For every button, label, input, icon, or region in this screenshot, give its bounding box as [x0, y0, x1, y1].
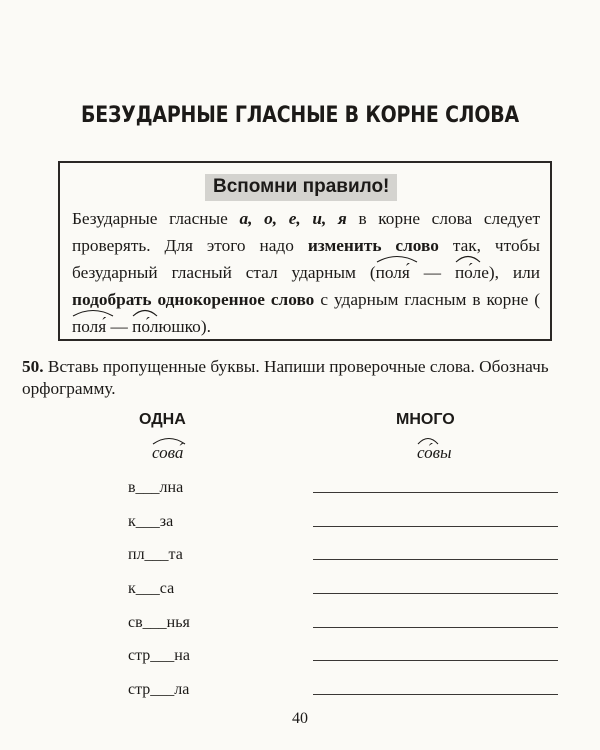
exercise-word: пл___та	[128, 546, 183, 563]
column-heading-many: МНОГО	[396, 411, 455, 428]
answer-line[interactable]	[313, 660, 558, 661]
task-number: 50.	[22, 357, 44, 376]
exercise-word: стр___на	[128, 647, 190, 664]
rule-text-part: так, чтобы безударный гласный стал ударным (	[72, 236, 540, 282]
rule-example-word	[72, 313, 106, 340]
rule-example-text: по́ле	[454, 263, 489, 282]
page-title: БЕЗУДАРНЫЕ ГЛАСНЫЕ В КОРНЕ СЛОВА	[81, 103, 519, 128]
rule-text	[72, 205, 540, 340]
exercise-word: стр___ла	[128, 681, 190, 698]
rule-bold-change-word: изменить слово	[307, 236, 439, 255]
task-instruction	[22, 356, 556, 400]
exercise-word: св___нья	[128, 614, 190, 631]
page-number: 40	[292, 710, 308, 727]
rule-example-word	[455, 259, 489, 286]
example-plural-text: со́вы	[417, 443, 452, 462]
answer-line[interactable]	[313, 694, 558, 695]
root-arc-mark	[375, 253, 419, 263]
answer-line[interactable]	[313, 627, 558, 628]
rule-text-part: —	[106, 317, 133, 336]
rule-heading: Вспомни правило!	[205, 174, 397, 201]
rule-text-part: ), или	[488, 263, 540, 282]
task-text: Вставь пропущенные буквы. Напиши проверочные слова. Обозначь орфограмму.	[22, 357, 549, 398]
root-arc-mark	[454, 253, 480, 263]
rule-example-word	[376, 259, 410, 286]
rule-example-word	[132, 313, 201, 340]
root-arc-mark	[152, 435, 186, 445]
root-arc-mark	[131, 307, 157, 317]
rule-box	[58, 161, 552, 341]
exercise-word: в___лна	[128, 479, 184, 496]
example-singular	[152, 443, 183, 463]
exercise-word: к___са	[128, 580, 175, 597]
example-singular-text: сова́	[152, 443, 184, 462]
root-arc-mark	[417, 435, 439, 445]
rule-text-part: с ударным гласным в корне (	[314, 290, 540, 309]
rule-vowels: а, о, е, и, я	[239, 209, 347, 228]
rule-example-text: поля́	[375, 263, 410, 282]
rule-bold-related-word: подобрать однокоренное слово	[72, 290, 315, 309]
rule-text-part: ).	[200, 317, 211, 336]
rule-text-part: —	[409, 263, 455, 282]
example-plural	[417, 443, 452, 463]
answer-line[interactable]	[313, 559, 558, 560]
rule-text-part: Безударные гласные	[72, 209, 240, 228]
answer-line[interactable]	[313, 492, 558, 493]
exercise-word: к___за	[128, 513, 174, 530]
rule-text-part: в корне слова следует проверять. Для этого надо	[72, 209, 541, 255]
answer-line[interactable]	[313, 593, 558, 594]
rule-example-text: поля́	[72, 317, 107, 336]
rule-example-text: по́люшко	[132, 317, 201, 336]
column-heading-one: ОДНА	[139, 411, 186, 428]
answer-line[interactable]	[313, 526, 558, 527]
root-arc-mark	[71, 307, 115, 317]
